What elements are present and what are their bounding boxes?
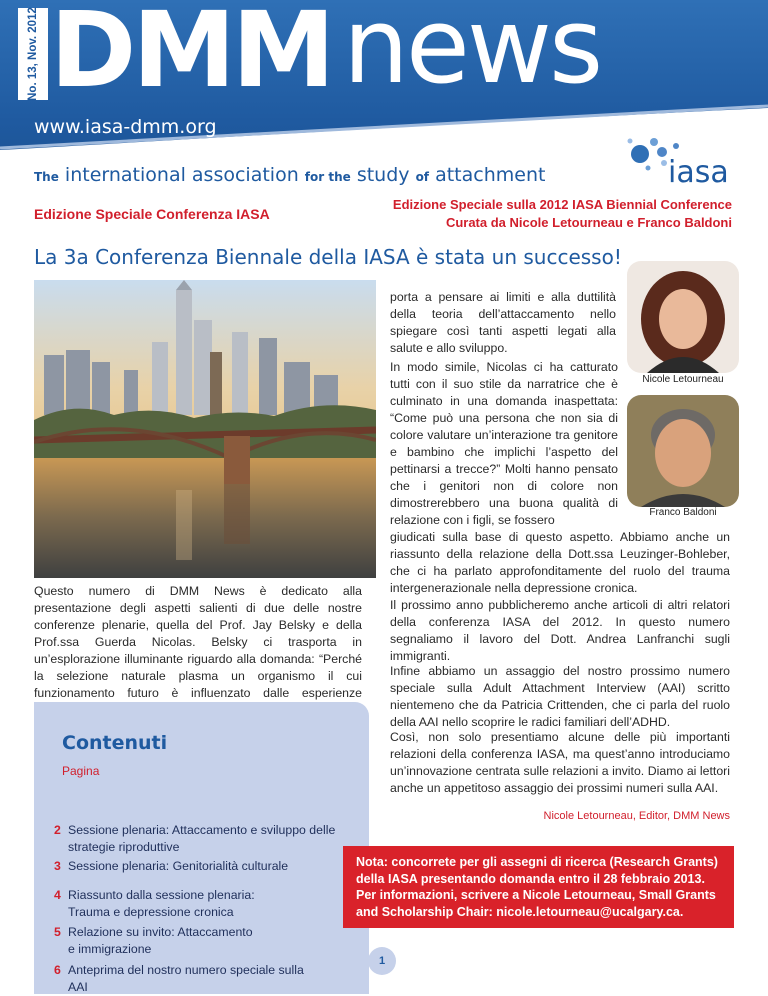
tagline-international: international association xyxy=(64,164,299,186)
tagline-study: study xyxy=(356,164,410,186)
editor-signoff: Nicole Letourneau, Editor, DMM News xyxy=(543,810,730,822)
edition-info-line1: Edizione Speciale sulla 2012 IASA Biennial Conference xyxy=(392,197,732,212)
contents-item-page: 6 xyxy=(54,963,61,977)
contents-item-page: 5 xyxy=(54,925,61,939)
frankfurt-skyline-photo xyxy=(34,280,376,578)
tagline-of: of xyxy=(415,170,430,184)
grants-note-text: Nota: concorrete per gli assegni di ricerca (Research Grants) della IASA presentando domanda entro il 28 febbraio 2013. Per informazioni, scrivere a Nicole Letourneau, Small Grants and Scholarship Chair: nicole.letourneau@ucalgary.ca. xyxy=(356,855,718,919)
logo-dmm: DMM xyxy=(50,0,332,111)
contents-item-page: 4 xyxy=(54,888,61,902)
logo-news: news xyxy=(343,0,601,107)
right-paragraph-2-continued: giudicati sulla base di questo aspetto. Abbiamo anche un riassunto della relazione della Dott.ssa Leuzinger-Bohleber, che ci ha parlato approfonditamente del ruolo del trauma intergenerazionale nella depressione cronica. xyxy=(390,530,730,595)
contents-item[interactable] xyxy=(54,822,354,856)
article-title: La 3a Conferenza Biennale della IASA è stata un successo! xyxy=(34,245,622,269)
edition-info-line2: Curata da Nicole Letourneau e Franco Baldoni xyxy=(445,215,732,230)
contents-title: Contenuti xyxy=(62,732,168,754)
portrait-nicole-letourneau xyxy=(627,261,739,373)
site-url[interactable]: www.iasa-dmm.org xyxy=(34,116,217,138)
tagline-attachment: attachment xyxy=(435,164,546,186)
right-paragraph-3: Il prossimo anno pubblicheremo anche articoli di altri relatori della conferenza IASA del 2012. In questo numero segnaliamo il lavoro del Dott. Andrea Lanfranchi sugli immigranti. xyxy=(390,598,730,663)
right-paragraph-5: Così, non solo presentiamo alcune delle più importanti relazioni della conferenza IASA, ma quest’anno introduciamo un’innovazione centrata sulle relazioni a invito. Diamo ai lettori anche un appetitoso assaggio dei prossimi numeri sulla AAI. xyxy=(390,730,730,795)
tagline xyxy=(34,164,545,186)
right-paragraph-4: Infine abbiamo un assaggio del nostro prossimo numero speciale sulla Adult Attachment Interview (AAI) scritto nientemeno che da Patricia Crittenden, che ci parla del ruolo della AAI nello scoprire le radici familiari dell’ADHD. xyxy=(390,664,730,729)
intro-paragraph: Questo numero di DMM News è dedicato alla presentazione degli aspetti salienti di due delle nostre conferenze plenarie, quella del Prof. Jay Belsky e della Prof.ssa Guerda Nicolas. Belsky ci trasporta in un’esplorazione illuminante riguardo alla domanda: “Perché la selezione naturale plasma un organismo il cui funzionamento futuro è influenzato dalle esperienze xyxy=(34,584,362,700)
contents-item-text: Sessione plenaria: Attaccamento e sviluppo delle strategie riproduttive xyxy=(68,823,336,854)
contents-item-text: Anteprima del nostro numero speciale sulla AAI xyxy=(68,963,304,994)
issue-tag xyxy=(18,8,48,100)
contents-item-text: Riassunto dalla sessione plenaria: Trauma e depressione cronica xyxy=(68,888,255,919)
edition-info xyxy=(393,196,732,232)
contents-item[interactable] xyxy=(54,962,354,996)
contents-item[interactable] xyxy=(54,887,354,921)
contents-item-text: Sessione plenaria: Genitorialità culturale xyxy=(68,859,289,873)
page-number: 1 xyxy=(368,947,396,975)
right-paragraph-2: In modo simile, Nicolas ci ha catturato tutti con il suo stile da narratrice che è culminato in una domanda inaspettata: “Come può una persona che non sia di colore valutare un’interazione tra genitore e bambino che implichi l’aspetto del pettinarsi a trecce?” Molti hanno pensato che i genitori non di colore non dimostrerebbero una buona qualità di relazione con i figli, se fossero xyxy=(390,360,618,527)
contents-item[interactable] xyxy=(54,924,354,958)
issue-number: No. 13, Nov. 2012 xyxy=(27,7,39,101)
iasa-logo-text: iasa xyxy=(668,155,729,190)
tagline-the: The xyxy=(34,170,59,184)
tagline-for-the: for the xyxy=(304,170,351,184)
right-paragraph-1: porta a pensare ai limiti e alla duttilità della teoria dell’attaccamento nello spiegare così tanti aspetti legati alla salute e allo sviluppo. xyxy=(390,290,616,355)
contents-page-label: Pagina xyxy=(62,764,100,778)
grants-note xyxy=(343,846,734,928)
contents-item-page: 2 xyxy=(54,823,61,837)
portrait-franco-baldoni xyxy=(627,395,739,507)
portrait-caption-2: Franco Baldoni xyxy=(649,507,717,518)
masthead xyxy=(0,0,768,196)
contents-item-page: 3 xyxy=(54,859,61,873)
edition-label: Edizione Speciale Conferenza IASA xyxy=(34,206,270,222)
contents-box xyxy=(34,702,369,994)
contents-item-text: Relazione su invito: Attaccamento e immigrazione xyxy=(68,925,253,956)
portrait-caption-1: Nicole Letourneau xyxy=(642,374,724,385)
